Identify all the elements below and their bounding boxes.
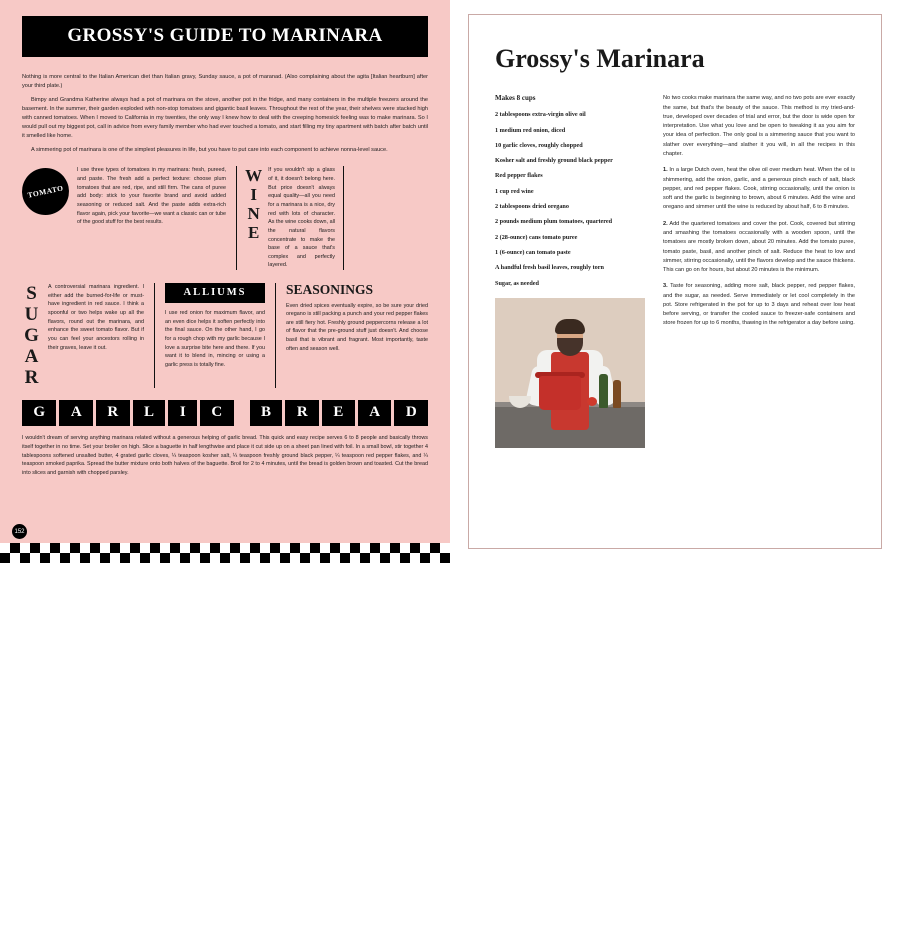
left-page <box>0 0 450 563</box>
ingredient-notes-row-1 <box>22 166 428 270</box>
ingredient-item: 2 tablespoons dried oregano <box>495 203 569 211</box>
wine-note-text: If you wouldn't sip a glass of it, it doesn't belong here. But price doesn't always equal quality—all you need for a marinara is a nice, dry red with lots of character. As the wine cooks down, all the natural flavors concentrate to make the base of a sauce that's complex and perfectly layered. <box>268 167 335 269</box>
step-text: In a large Dutch oven, heat the olive oil over medium heat. When the oil is shimmering, add the onion, garlic, and a generous pinch each of salt, black pepper, and red pepper flakes. Cook, stirring occasionally, until the onion is soft and the garlic is beginning to brown, about 6 minutes. Add the wine and oregano and simmer until the wine is reduced by about half, 6 to 8 minutes. <box>663 167 855 211</box>
ingredient-item: 1 medium red onion, diced <box>495 126 566 134</box>
recipe-yield: Makes 8 cups <box>495 94 536 103</box>
banner-letter: C <box>200 400 234 426</box>
intro-text <box>22 73 428 155</box>
ingredient-item: 2 tablespoons extra-virgin olive oil <box>495 111 586 119</box>
banner-letter: D <box>394 400 428 426</box>
banner-letter: L <box>133 400 166 426</box>
tomato-note <box>22 166 236 270</box>
page-title: GROSSY'S GUIDE TO MARINARA <box>67 25 383 46</box>
right-page <box>450 0 900 563</box>
step-number: 1. <box>663 167 668 174</box>
photo-bottle-wine <box>613 380 621 408</box>
ingredient-item: Red pepper flakes <box>495 172 543 180</box>
intro-paragraph-3: A simmering pot of marinara is one of the simplest pleasures in life, but you have to put care into each component to achieve nonna-level sauce. <box>31 147 388 154</box>
banner-letter: G <box>22 400 56 426</box>
photo-pot <box>539 376 581 410</box>
page-number: 152 <box>12 524 27 539</box>
sugar-note <box>22 283 154 388</box>
ingredient-item: Sugar, as needed <box>495 279 539 287</box>
alliums-note <box>154 283 276 388</box>
recipe-step <box>663 166 855 212</box>
ingredient-item: 1 (6-ounce) can tomato paste <box>495 248 571 256</box>
recipe-columns <box>495 94 855 448</box>
ingredient-notes-row-2 <box>22 283 428 388</box>
recipe-headnote: No two cooks make marinara the same way, and no two pots are ever exactly the same, but that's the beauty of the sauce. This method is my tried-and-true, developed over decades of trial and error, but the door is wide open for interpretation. Use what you love and be open to tweaking it as you aim for your idea of perfection. The only goal is a simmering sauce that you want to slather over everything—and slather it you will, in all the recipes in this chapter. <box>663 95 855 157</box>
recipe-method-column <box>663 94 855 448</box>
banner-letter: R <box>285 400 319 426</box>
photo-bottle-oil <box>599 374 608 408</box>
banner-letter: A <box>59 400 93 426</box>
seasonings-note <box>276 283 428 388</box>
checkerboard-footer <box>0 543 450 563</box>
banner-letter: I <box>168 400 197 426</box>
recipe-title: Grossy's Marinara <box>495 44 705 73</box>
garlic-bread-banner <box>22 400 428 426</box>
banner-letter: A <box>358 400 392 426</box>
recipe-step <box>663 282 855 328</box>
page-title-band <box>22 16 428 57</box>
step-number: 3. <box>663 283 668 290</box>
wine-heading: WINE <box>244 166 264 243</box>
seasonings-heading: SEASONINGS <box>286 282 374 298</box>
banner-spacer <box>237 400 247 426</box>
ingredient-item: A handful fresh basil leaves, roughly torn <box>495 264 604 272</box>
intro-paragraph-1: Nothing is more central to the Italian American diet than Italian gravy, Sunday sauce, a pot of maranad. (Also complaining about the agita [Italian heartburn] after your third plate.) <box>22 74 428 90</box>
step-text: Add the quartered tomatoes and cover the pot. Cook, covered but stirring and smashing the tomatoes occasionally with a wooden spoon, until the tomatoes are mostly broken down, about 20 minutes. Add the tomato puree, tomato paste, basil, and another pinch of salt. Reduce the heat to low and simmer, stirring occasionally, until the flavors develop and the sauce thickens. This can go on for hours, but about 20 minutes is the minimum. <box>663 220 855 274</box>
recipe-step <box>663 220 855 276</box>
tomato-note-text: I use three types of tomatoes in my marinara: fresh, pureed, and paste. The fresh add a perfect texture: choose plum tomatoes that are red, ripe, and still firm. The cans of puree add body: stick to your favorite brand and avoid added seasoning or reduced salt. And the paste adds extra-rich flavor again, pick your favorite—we want a classic can or tube of the good stuff for the best results. <box>77 167 226 226</box>
ingredient-item: Kosher salt and freshly ground black pepper <box>495 157 613 165</box>
recipe-photo <box>495 298 645 448</box>
ingredient-item: 2 pounds medium plum tomatoes, quartered <box>495 218 613 226</box>
ingredient-item: 2 (28-ounce) cans tomato puree <box>495 233 578 241</box>
step-text: Taste for seasoning, adding more salt, black pepper, red pepper flakes, and the sugar, as needed. Serve immediately or let cool completely in the pot. Store refrigerated in the pot for up to 3 days and reheat over low heat before serving, or transfer the cooled sauce to freezer-safe containers and store frozen for up to 6 months, thawing in the refrigerator a day before using. <box>663 283 856 327</box>
alliums-note-text: I use red onion for maximum flavor, and an even dice helps it soften perfectly into the final sauce. On the other hand, I go for a rough chop with my garlic because I love a surprise bite here and there. If you want it to blend in, mincing or using a garlic press is totally fine. <box>165 310 265 368</box>
photo-tomato <box>587 397 597 406</box>
photo-hair <box>555 319 585 334</box>
sugar-note-text: A controversial marinara ingredient. I either add the burned-for-life or must-have ingredient in red sauce. I think a spoonful or two helps wake up all the flavors, round out the marinara, and enhance the sweet tomato flavor. But if you can feel your ancestors rolling in their graves, leave it out. <box>48 284 144 351</box>
alliums-heading: ALLIUMS <box>165 283 265 303</box>
banner-letter: B <box>250 400 283 426</box>
ingredients-column <box>495 94 645 448</box>
ingredient-item: 1 cup red wine <box>495 187 534 195</box>
recipe-frame <box>468 14 882 549</box>
banner-letter: R <box>96 400 130 426</box>
garlic-bread-text: I wouldn't dream of serving anything marinara related without a generous helping of garlic bread. This quick and easy recipe serves 6 to 8 people and basically throws itself together in no time. Set your broiler on high. Slice a baguette in half lengthwise and place it cut side up on a sheet pan lined with foil. In a small bowl, stir together 4 tablespoons softened unsalted butter, 4 grated garlic cloves, ¼ teaspoon kosher salt, ¼ teaspoon freshly ground black pepper, ¼ teaspoon red pepper flakes, and ¼ teaspoon smoked paprika. Spread the butter mixture onto both halves of the baguette. Broil for 2 to 4 minutes, until the bread is golden brown and toasted. Cut the bread into slices and garnish with chopped parsley. <box>22 435 428 477</box>
sugar-heading: SUGAR <box>21 283 42 389</box>
step-number: 2. <box>663 220 668 227</box>
ingredient-item: 10 garlic cloves, roughly chopped <box>495 141 583 149</box>
wine-note <box>236 166 344 270</box>
seasonings-note-text: Even dried spices eventually expire, so be sure your dried oregano is still packing a punch and your red pepper flakes are still fiery hot. Freshly ground peppercorns release a lot of flavor that the pre-ground stuff just doesn't. And choose basil that is vibrant and fragrant. Most importantly, taste often and season well. <box>286 302 428 352</box>
intro-paragraph-2: Bimpy and Grandma Katherine always had a pot of marinara on the stove, another pot in the fridge, and many containers in the multiple freezers around the basement. In the summer, their garden exploded with non-stop tomatoes and gigantic basil leaves. Throughout the rest of the year, their shelves were stacked high with canned tomatoes. When I moved to California in my twenties, the only way I knew how to deal with the creeping homesick feeling was to make marinara. So I would pull out my biggest pot, call in advice from every family member who had ever touched a tomato, and start filling my tiny apartment with batch after batch until it smelled like home. <box>22 97 428 140</box>
tomato-badge: TOMATO <box>18 164 74 220</box>
banner-letter: E <box>322 400 355 426</box>
